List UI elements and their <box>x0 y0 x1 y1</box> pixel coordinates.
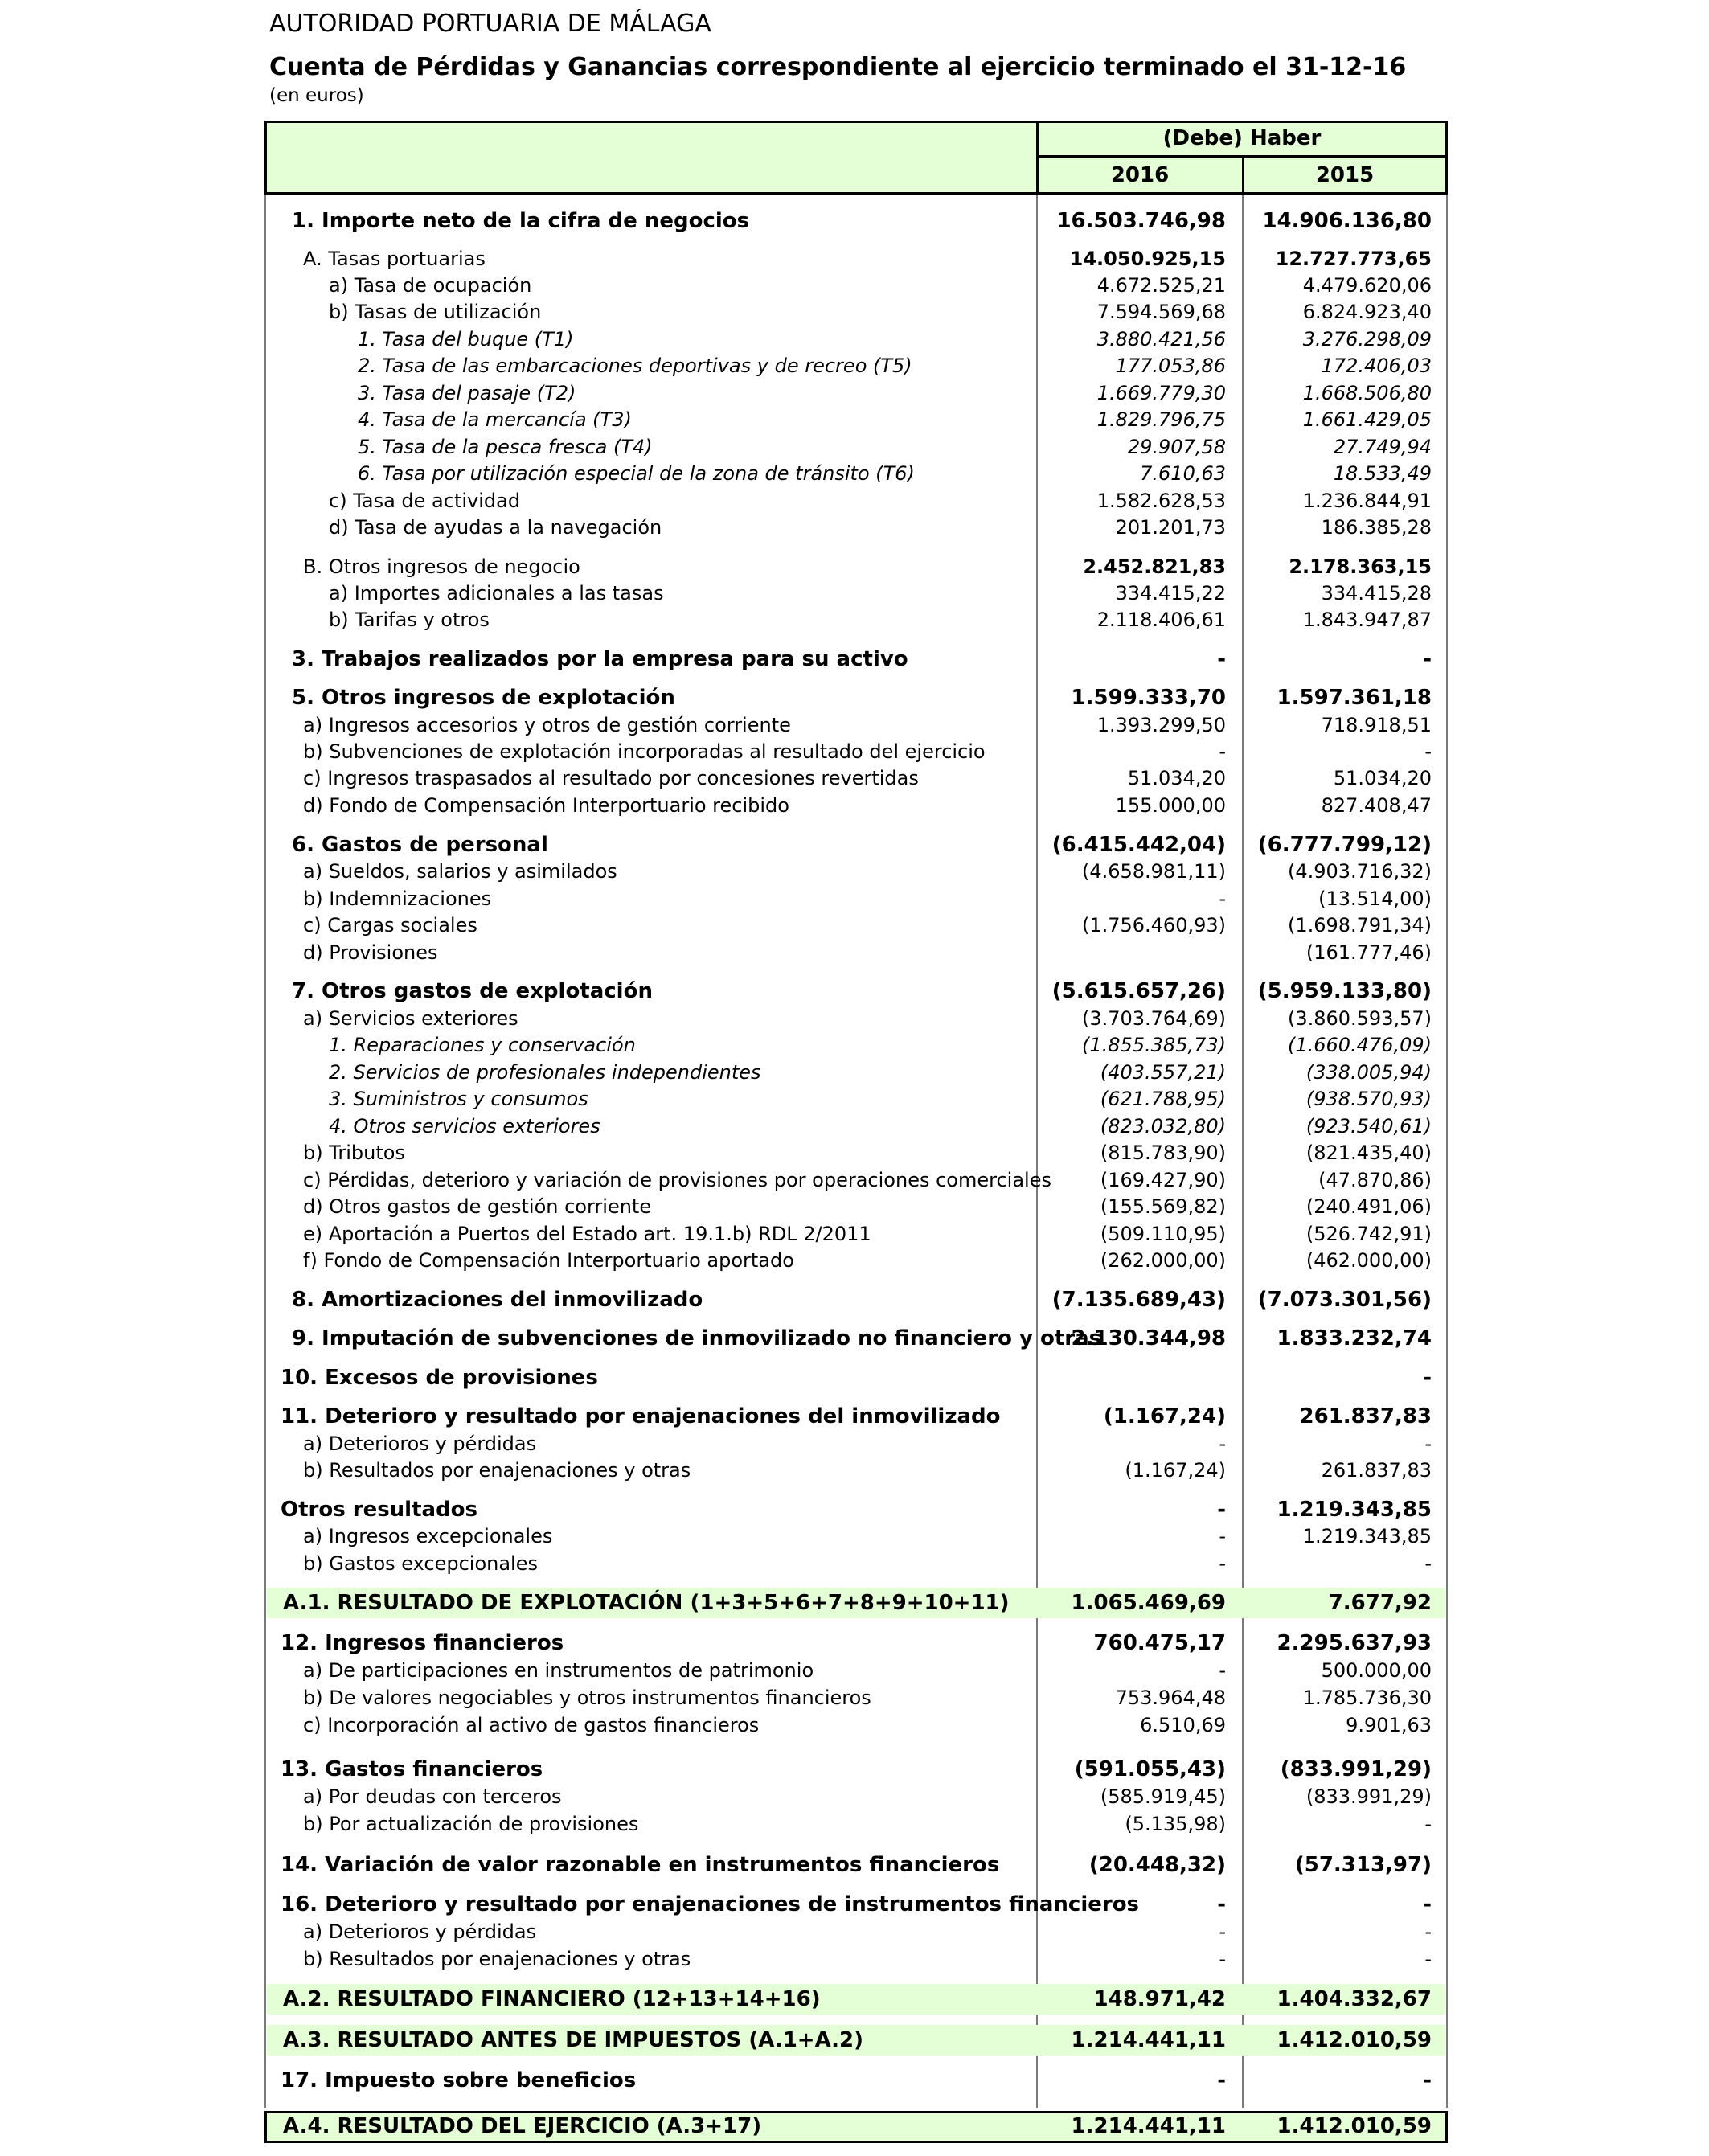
row-label: c) Ingresos traspasados al resultado por concesiones revertidas <box>303 767 919 789</box>
value-2016: (5.615.657,26) <box>1051 979 1226 1003</box>
value-2016: - <box>1219 1552 1226 1575</box>
row-label: b) De valores negociables y otros instrumentos financieros <box>303 1687 871 1709</box>
value-2016: - <box>1219 1433 1226 1455</box>
table-row <box>264 792 1448 819</box>
table-row <box>264 433 1448 461</box>
value-2015: 1.785.736,30 <box>1302 1687 1432 1709</box>
table-row <box>264 1325 1448 1352</box>
value-2016: 1.582.628,53 <box>1096 490 1226 512</box>
table-row <box>264 553 1448 580</box>
value-2015: 6.824.923,40 <box>1302 301 1432 323</box>
table-row <box>264 1085 1448 1113</box>
row-label: a) Tasa de ocupación <box>329 274 532 297</box>
row-label: 3. Tasa del pasaje (T2) <box>358 382 576 404</box>
table-row <box>264 272 1448 299</box>
table-row <box>264 1711 1448 1739</box>
value-2016: 155.000,00 <box>1115 794 1226 817</box>
value-2016: 1.829.796,75 <box>1096 408 1226 431</box>
row-label: 9. Imputación de subvenciones de inmovilizado no financiero y otras <box>292 1326 1102 1351</box>
table-row <box>264 352 1448 379</box>
table-row <box>264 1891 1448 1918</box>
table-row <box>264 1945 1448 1973</box>
column-header-2015: 2015 <box>1315 163 1375 187</box>
row-label: e) Aportación a Puertos del Estado art. 19.1.b) RDL 2/2011 <box>303 1223 871 1245</box>
table-row <box>264 1059 1448 1086</box>
value-2016: (4.658.981,11) <box>1081 860 1226 883</box>
row-label: A.1. RESULTADO DE EXPLOTACIÓN (1+3+5+6+7+8+9+10+11) <box>283 1591 1010 1615</box>
row-label: a) Deterioros y pérdidas <box>303 1920 537 1943</box>
row-label: 17. Impuesto sobre beneficios <box>281 2068 637 2092</box>
row-label: d) Fondo de Compensación Interportuario recibido <box>303 794 789 817</box>
row-label: Otros resultados <box>281 1498 478 1522</box>
value-2016: - <box>1219 1920 1226 1943</box>
value-2016: (509.110,95) <box>1100 1223 1226 1245</box>
table-row <box>264 606 1448 633</box>
row-label: A.3. RESULTADO ANTES DE IMPUESTOS (A.1+A.2) <box>283 2028 864 2052</box>
row-label: 10. Excesos de provisiones <box>281 1366 598 1390</box>
table-row <box>264 245 1448 273</box>
row-label: f) Fondo de Compensación Interportuario aportado <box>303 1249 794 1272</box>
row-label: 6. Tasa por utilización especial de la zona de tránsito (T6) <box>358 462 915 485</box>
column-group-label: (Debe) Haber <box>1162 126 1322 150</box>
table-row <box>264 1139 1448 1166</box>
result-row <box>267 2025 1445 2056</box>
row-label: 1. Reparaciones y conservación <box>329 1034 636 1056</box>
row-label: 1. Tasa del buque (T1) <box>358 328 574 350</box>
row-label: a) Sueldos, salarios y asimilados <box>303 860 617 883</box>
row-label: B. Otros ingresos de negocio <box>303 555 580 578</box>
value-2016: 760.475,17 <box>1093 1631 1226 1655</box>
table-row <box>264 1810 1448 1838</box>
row-label: b) Tributos <box>303 1142 405 1164</box>
value-2015: (47.870,86) <box>1318 1169 1432 1191</box>
value-2015: 261.837,83 <box>1299 1404 1432 1428</box>
value-2015: - <box>1423 647 1432 671</box>
row-label: A. Tasas portuarias <box>303 248 486 270</box>
value-2016: 14.050.925,15 <box>1069 248 1226 270</box>
table-row <box>264 1220 1448 1248</box>
income-statement-table <box>264 121 1448 2145</box>
value-2015: 1.404.332,67 <box>1277 1987 1432 2011</box>
table-row <box>264 738 1448 765</box>
table-row <box>264 514 1448 541</box>
value-2016: - <box>1217 647 1226 671</box>
table-row <box>264 764 1448 792</box>
row-label: A.2. RESULTADO FINANCIERO (12+13+14+16) <box>283 1987 821 2011</box>
value-2016: 7.594.569,68 <box>1096 301 1226 323</box>
value-2015: 1.661.429,05 <box>1302 408 1432 431</box>
row-label: b) Tasas de utilización <box>329 301 542 323</box>
row-label: b) Resultados por enajenaciones y otras <box>303 1948 691 1970</box>
report-title: Cuenta de Pérdidas y Ganancias correspondiente al ejercicio terminado el 31-12-16 <box>269 53 1407 81</box>
row-label: c) Pérdidas, deterioro y variación de provisiones por operaciones comerciales <box>303 1169 1051 1191</box>
value-2016: 1.214.441,11 <box>1071 2028 1226 2052</box>
table-row <box>264 978 1448 1005</box>
row-label: 4. Tasa de la mercancía (T3) <box>358 408 632 431</box>
row-label: 3. Suministros y consumos <box>329 1088 588 1110</box>
table-row <box>264 1364 1448 1392</box>
table-row <box>264 298 1448 326</box>
table-row <box>264 1005 1448 1032</box>
table-row <box>264 1247 1448 1274</box>
table-row <box>264 1550 1448 1577</box>
value-2016: - <box>1217 2068 1226 2092</box>
row-label: a) Ingresos excepcionales <box>303 1525 553 1547</box>
row-label: d) Provisiones <box>303 941 438 964</box>
value-2016: 7.610,63 <box>1140 462 1226 485</box>
value-2015: - <box>1423 2068 1432 2092</box>
value-2015: - <box>1424 1552 1432 1575</box>
value-2015: (57.313,97) <box>1294 1853 1432 1877</box>
value-2015: 1.412.010,59 <box>1277 2114 1432 2138</box>
row-label: c) Cargas sociales <box>303 914 477 937</box>
row-label: b) Indemnizaciones <box>303 887 492 910</box>
table-row <box>264 912 1448 939</box>
value-2015: - <box>1424 1813 1432 1835</box>
value-2015: 1.833.232,74 <box>1277 1326 1432 1351</box>
table-row <box>264 1629 1448 1657</box>
row-label: 7. Otros gastos de explotación <box>292 979 653 1003</box>
row-label: a) Servicios exteriores <box>303 1007 518 1030</box>
value-2015: (462.000,00) <box>1305 1249 1432 1272</box>
value-2015: 1.597.361,18 <box>1277 686 1432 710</box>
value-2016: (585.919,45) <box>1100 1785 1226 1808</box>
value-2015: 1.412.010,59 <box>1277 2028 1432 2052</box>
value-2016: (7.135.689,43) <box>1051 1288 1226 1312</box>
row-label: a) Ingresos accesorios y otros de gestión corriente <box>303 714 791 736</box>
value-2015: 1.843.947,87 <box>1302 609 1432 631</box>
value-2016: 2.130.344,98 <box>1071 1326 1226 1351</box>
table-row <box>264 1031 1448 1059</box>
value-2016: 51.034,20 <box>1127 767 1226 789</box>
value-2016: 29.907,58 <box>1127 436 1226 458</box>
value-2016: 6.510,69 <box>1140 1714 1226 1736</box>
row-label: A.4. RESULTADO DEL EJERCICIO (A.3+17) <box>283 2114 762 2138</box>
value-2015: 9.901,63 <box>1346 1714 1432 1736</box>
row-label: 8. Amortizaciones del inmovilizado <box>292 1288 703 1312</box>
value-2016: 16.503.746,98 <box>1056 209 1226 233</box>
value-2015: - <box>1423 1366 1432 1390</box>
row-label: 2. Tasa de las embarcaciones deportivas y de recreo (T5) <box>358 355 912 377</box>
value-2015: 1.668.506,80 <box>1302 382 1432 404</box>
value-2016: - <box>1219 1948 1226 1970</box>
table-row <box>264 1523 1448 1550</box>
value-2015: 12.727.773,65 <box>1275 248 1432 270</box>
table-row <box>264 406 1448 433</box>
table-row <box>264 487 1448 514</box>
value-2015: 4.479.620,06 <box>1302 274 1432 297</box>
value-2015: 2.295.637,93 <box>1277 1631 1432 1655</box>
value-2016: - <box>1219 887 1226 910</box>
value-2015: 500.000,00 <box>1321 1659 1432 1682</box>
row-label: a) Deterioros y pérdidas <box>303 1433 537 1455</box>
result-row <box>267 1588 1445 1618</box>
table-row <box>264 1113 1448 1140</box>
row-label: c) Tasa de actividad <box>329 490 521 512</box>
table-row <box>264 1684 1448 1711</box>
value-2016: (169.427,90) <box>1100 1169 1226 1191</box>
value-2015: (6.777.799,12) <box>1257 833 1432 857</box>
row-label: b) Gastos excepcionales <box>303 1552 538 1575</box>
value-2015: (3.860.593,57) <box>1287 1007 1432 1030</box>
table-row <box>264 646 1448 673</box>
value-2015: (5.959.133,80) <box>1257 979 1432 1003</box>
value-2016: 177.053,86 <box>1115 355 1226 377</box>
value-2016: (1.167,24) <box>1125 1459 1226 1482</box>
units-note: (en euros) <box>269 85 364 106</box>
value-2015: - <box>1423 1892 1432 1916</box>
table-row <box>264 711 1448 739</box>
value-2016: (815.783,90) <box>1100 1142 1226 1164</box>
table-row <box>264 939 1448 966</box>
value-2015: - <box>1424 1920 1432 1943</box>
value-2016: 1.214.441,11 <box>1071 2114 1226 2138</box>
result-row <box>267 1984 1445 2015</box>
value-2016: 1.599.333,70 <box>1071 686 1226 710</box>
table-row <box>264 1403 1448 1430</box>
value-2015: (1.660.476,09) <box>1287 1034 1432 1056</box>
value-2015: 718.918,51 <box>1321 714 1432 736</box>
table-row <box>264 1166 1448 1194</box>
row-label: b) Tarifas y otros <box>329 609 490 631</box>
value-2016: (3.703.764,69) <box>1081 1007 1226 1030</box>
row-label: a) Importes adicionales a las tasas <box>329 582 664 605</box>
value-2015: (923.540,61) <box>1305 1115 1432 1137</box>
value-2015: (7.073.301,56) <box>1257 1288 1432 1312</box>
value-2015: 7.677,92 <box>1328 1591 1432 1615</box>
row-label: 11. Deterioro y resultado por enajenaciones del inmovilizado <box>281 1404 1001 1428</box>
value-2016: 4.672.525,21 <box>1096 274 1226 297</box>
row-label: 13. Gastos financieros <box>281 1757 543 1781</box>
value-2015: (161.777,46) <box>1305 941 1432 964</box>
value-2015: (833.991,29) <box>1305 1785 1432 1808</box>
value-2016: 148.971,42 <box>1093 1987 1226 2011</box>
row-label: 2. Servicios de profesionales independientes <box>329 1061 761 1084</box>
value-2016: 753.964,48 <box>1115 1687 1226 1709</box>
value-2016: (621.788,95) <box>1100 1088 1226 1110</box>
table-row <box>264 1657 1448 1684</box>
value-2015: 1.219.343,85 <box>1302 1525 1432 1547</box>
row-label: 6. Gastos de personal <box>292 833 548 857</box>
value-2015: - <box>1424 1948 1432 1970</box>
table-row <box>264 1457 1448 1484</box>
table-row <box>264 2067 1448 2094</box>
value-2016: (1.855.385,73) <box>1081 1034 1226 1056</box>
table-row <box>264 580 1448 607</box>
value-2016: 1.669.779,30 <box>1096 382 1226 404</box>
value-2015: (240.491,06) <box>1305 1195 1432 1218</box>
value-2016: 334.415,22 <box>1115 582 1226 605</box>
value-2016: 1.393.299,50 <box>1096 714 1226 736</box>
value-2015: 172.406,03 <box>1321 355 1432 377</box>
table-row <box>264 1193 1448 1220</box>
value-2015: (4.903.716,32) <box>1287 860 1432 883</box>
table-row <box>264 1756 1448 1783</box>
value-2016: (1.167,24) <box>1103 1404 1226 1428</box>
row-label: 1. Importe neto de la cifra de negocios <box>292 209 750 233</box>
table-row <box>264 858 1448 885</box>
value-2016: (5.135,98) <box>1125 1813 1226 1835</box>
table-row <box>264 1783 1448 1810</box>
row-label: b) Subvenciones de explotación incorporadas al resultado del ejercicio <box>303 740 986 763</box>
row-label: 5. Tasa de la pesca fresca (T4) <box>358 436 653 458</box>
value-2015: (821.435,40) <box>1305 1142 1432 1164</box>
value-2015: 27.749,94 <box>1333 436 1432 458</box>
value-2016: 1.065.469,69 <box>1071 1591 1226 1615</box>
row-label: d) Otros gastos de gestión corriente <box>303 1195 652 1218</box>
row-label: 3. Trabajos realizados por la empresa para su activo <box>292 647 908 671</box>
value-2015: (833.991,29) <box>1280 1757 1432 1781</box>
value-2016: - <box>1217 1892 1226 1916</box>
value-2016: (20.448,32) <box>1088 1853 1226 1877</box>
row-label: a) Por deudas con terceros <box>303 1785 562 1808</box>
value-2016: (1.756.460,93) <box>1081 914 1226 937</box>
value-2016: - <box>1217 1498 1226 1522</box>
table-row <box>264 326 1448 353</box>
value-2016: - <box>1219 1659 1226 1682</box>
value-2016: 201.201,73 <box>1115 516 1226 539</box>
table-row <box>264 207 1448 235</box>
table-row <box>264 1496 1448 1523</box>
value-2016: 2.118.406,61 <box>1096 609 1226 631</box>
row-label: b) Resultados por enajenaciones y otras <box>303 1459 691 1482</box>
row-label: b) Por actualización de provisiones <box>303 1813 639 1835</box>
table-row <box>264 1286 1448 1314</box>
value-2015: (526.742,91) <box>1305 1223 1432 1245</box>
value-2016: (823.032,80) <box>1100 1115 1226 1137</box>
row-label: 4. Otros servicios exteriores <box>329 1115 600 1137</box>
row-label: 14. Variación de valor razonable en instrumentos financieros <box>281 1853 1000 1877</box>
value-2015: 1.219.343,85 <box>1277 1498 1432 1522</box>
organization-name: AUTORIDAD PORTUARIA DE MÁLAGA <box>269 10 711 38</box>
value-2016: - <box>1219 1525 1226 1547</box>
value-2015: 334.415,28 <box>1321 582 1432 605</box>
table-row <box>264 1851 1448 1879</box>
table-row <box>264 460 1448 487</box>
value-2016: - <box>1219 740 1226 763</box>
value-2015: 3.276.298,09 <box>1302 328 1432 350</box>
row-label: 5. Otros ingresos de explotación <box>292 686 675 710</box>
table-row <box>264 379 1448 407</box>
table-row <box>264 1918 1448 1945</box>
table-row <box>264 885 1448 912</box>
column-header-2016: 2016 <box>1110 163 1170 187</box>
value-2016: 3.880.421,56 <box>1096 328 1226 350</box>
value-2015: 2.178.363,15 <box>1289 555 1432 578</box>
table-row <box>264 1430 1448 1457</box>
value-2015: 827.408,47 <box>1321 794 1432 817</box>
value-2015: 1.236.844,91 <box>1302 490 1432 512</box>
row-label: 12. Ingresos financieros <box>281 1631 564 1655</box>
value-2016: 2.452.821,83 <box>1083 555 1226 578</box>
value-2016: (591.055,43) <box>1074 1757 1226 1781</box>
row-label: c) Incorporación al activo de gastos financieros <box>303 1714 760 1736</box>
value-2015: - <box>1424 740 1432 763</box>
value-2015: - <box>1424 1433 1432 1455</box>
value-2015: (338.005,94) <box>1305 1061 1432 1084</box>
value-2015: (13.514,00) <box>1318 887 1432 910</box>
final-result-box <box>264 2111 1448 2143</box>
value-2015: 186.385,28 <box>1321 516 1432 539</box>
value-2015: 51.034,20 <box>1333 767 1432 789</box>
row-label: 16. Deterioro y resultado por enajenaciones de instrumentos financieros <box>281 1892 1140 1916</box>
table-row <box>264 831 1448 859</box>
table-row <box>264 684 1448 711</box>
value-2016: (262.000,00) <box>1100 1249 1226 1272</box>
value-2015: 14.906.136,80 <box>1262 209 1432 233</box>
value-2016: (155.569,82) <box>1100 1195 1226 1218</box>
value-2015: 261.837,83 <box>1321 1459 1432 1482</box>
value-2015: (938.570,93) <box>1305 1088 1432 1110</box>
value-2016: (403.557,21) <box>1100 1061 1226 1084</box>
value-2015: (1.698.791,34) <box>1287 914 1432 937</box>
value-2015: 18.533,49 <box>1333 462 1432 485</box>
row-label: d) Tasa de ayudas a la navegación <box>329 516 662 539</box>
value-2016: (6.415.442,04) <box>1051 833 1226 857</box>
row-label: a) De participaciones en instrumentos de patrimonio <box>303 1659 814 1682</box>
